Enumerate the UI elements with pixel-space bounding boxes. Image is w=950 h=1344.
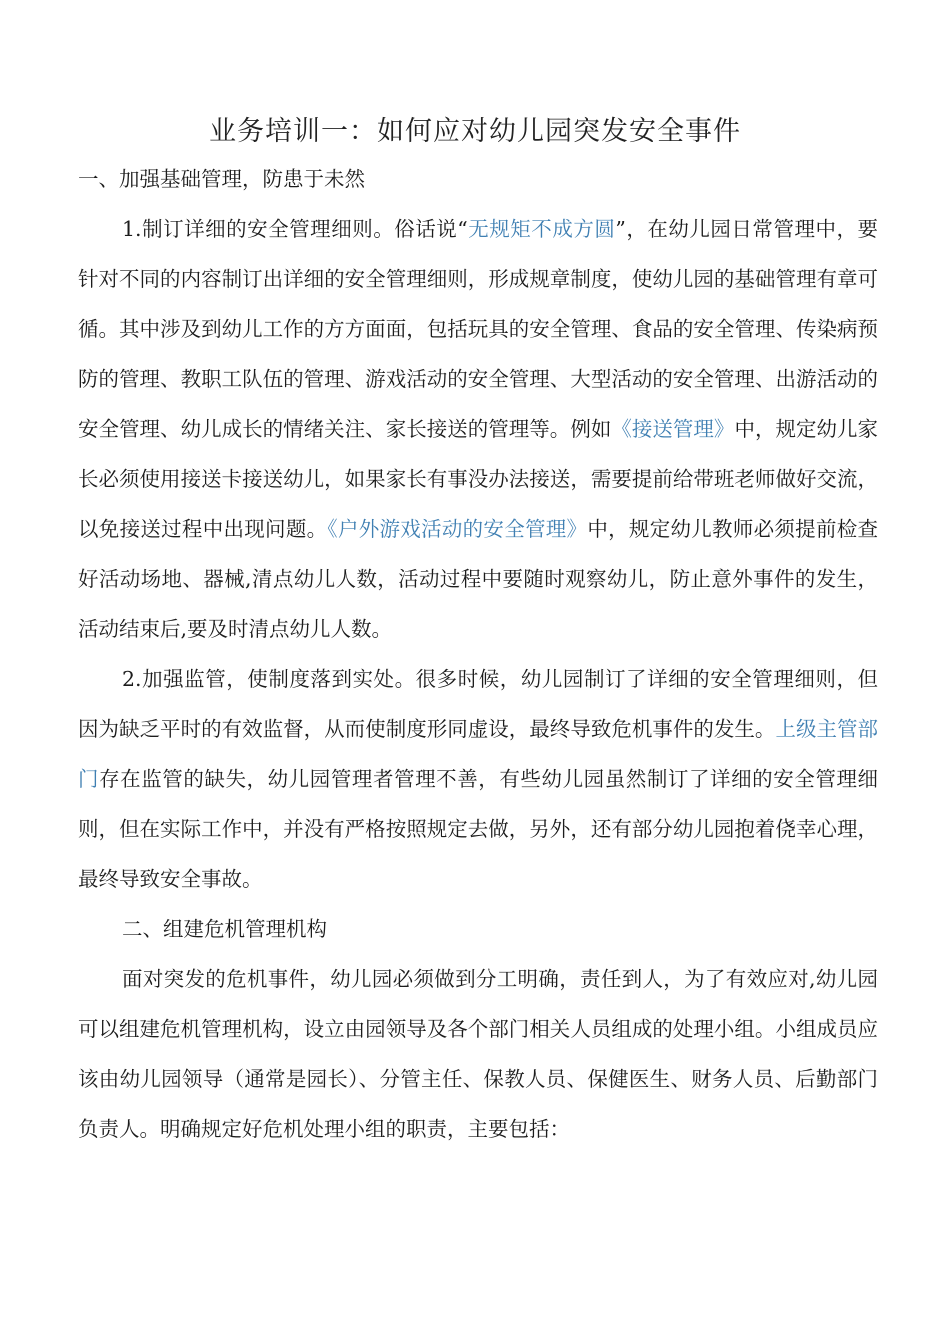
- paragraph-1: [78, 204, 878, 654]
- link-outdoor-game-safety[interactable]: 《户外游戏活动的安全管理》: [327, 517, 588, 541]
- link-pickup-management[interactable]: 《接送管理》: [611, 417, 735, 441]
- section-heading-1: 一、加强基础管理，防患于未然: [78, 167, 365, 191]
- paragraph-2-text-a: 2.加强监管，使制度落到实处。很多时候，幼儿园制订了详细的安全管理细则，但因为缺乏平时的有效监督，从而使制度形同虚设，最终导致危机事件的发生。: [78, 667, 878, 741]
- document-title: 业务培训一：如何应对幼儿园突发安全事件: [209, 116, 741, 147]
- paragraph-1-text-c: 中，规定幼儿家长必须使用接送卡接送幼儿，如果家长有事没办法接送，需要提前给带班老师做好交流，以免接送过程中出现问题。: [78, 417, 879, 541]
- paragraph-1-text-b: ”，在幼儿园日常管理中，要针对不同的内容制订出详细的安全管理细则，形成规章制度，使幼儿园的基础管理有章可循。其中涉及到幼儿工作的方方面面，包括玩具的安全管理、食品的安全管理、传染病预防的管理、教职工队伍的管理、游戏活动的安全管理、大型活动的安全管理、出游活动的安全管理、幼儿成长的情绪关注、家长接送的管理等。例如: [78, 217, 878, 441]
- document-body: [78, 154, 878, 1154]
- paragraph-2: [78, 654, 878, 904]
- paragraph-2-text-b: 存在监管的缺失，幼儿园管理者管理不善，有些幼儿园虽然制订了详细的安全管理细则，但在实际工作中，并没有严格按照规定去做，另外，还有部分幼儿园抱着侥幸心理，最终导致安全事故。: [78, 767, 879, 891]
- paragraph-3: 面对突发的危机事件，幼儿园必须做到分工明确，责任到人，为了有效应对,幼儿园可以组建危机管理机构，设立由园领导及各个部门相关人员组成的处理小组。小组成员应该由幼儿园领导（通常是园长）、分管主任、保教人员、保健医生、财务人员、后勤部门负责人。明确规定好危机处理小组的职责，主要包括：: [78, 967, 878, 1141]
- link-proverb[interactable]: 无规矩不成方圆: [467, 217, 616, 241]
- link-supervising-department[interactable]: 上级主管部门: [78, 717, 879, 791]
- paragraph-1-text-a: 1.制订详细的安全管理细则。俗话说“: [122, 217, 468, 241]
- paragraph-1-text-d: 中，规定幼儿教师必须提前检查好活动场地、器械,清点幼儿人数，活动过程中要随时观察幼儿，防止意外事件的发生，活动结束后,要及时清点幼儿人数。: [78, 517, 879, 641]
- section-heading-2: 二、组建危机管理机构: [122, 917, 327, 941]
